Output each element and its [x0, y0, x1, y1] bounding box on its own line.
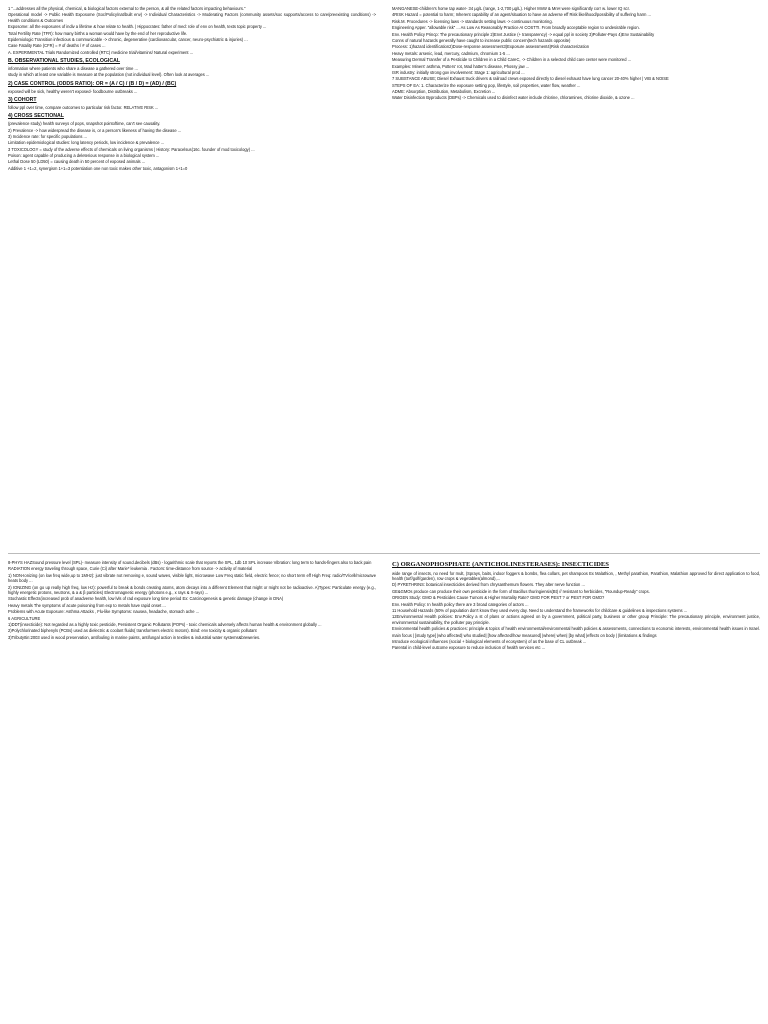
paragraph: Measuring Dermal Transfer of a Pesticide to Children in a Child CareC, -> Children in a selected child care center were monitored ...: [392, 57, 632, 63]
paragraph: RADIATION energy traveling through space, Curie (Ci) after Marie* leukemia . Factors: time-distance from source -> activity of material: [8, 566, 253, 572]
paragraph: Problems with Acute Exposure: Asthma Attacks , Flu-like Symptoms: nausea, headache, stomach ache ...: [8, 609, 200, 615]
document-section: [392, 561, 760, 651]
section-heading: 2) CASE CONTROL (ODDS RATIO): OR = (A / C) / (B / D) = (AD) / (BC): [8, 80, 177, 87]
paragraph: ISR industry: initially strong gov involvement: Stage 1: agricultural prod ...: [392, 69, 525, 75]
paragraph: 3) Incidence rate: for specific populations ...: [8, 133, 87, 139]
paragraph: MANGANESE-children's home tap water- 34 µg/L (range, 1-2,700 µg/L). Higher MnW & MnH were significantly corr w. lower IQ scr.: [392, 6, 630, 11]
paragraph: information where patients who share a disease a gathered over time ...: [8, 65, 138, 71]
paragraph: 1)DDT(insecticide): Not regarded as a highly toxic pesticide, Persistent Organic Pollutants (POPs) - toxic chemicals adversely affects human health & environment globally ...: [8, 621, 322, 627]
section-heading: C) ORGANOPHOSPHATE (ANTICHOLINESTERASES): INSECTICIDES: [392, 561, 609, 568]
section-divider: [8, 553, 760, 554]
paragraph: Environmental health policies & practices: principle & topics of health environmental/environmental health policies & assessments, connections to economic interests, environmental health issues in Israel.: [392, 626, 760, 632]
paragraph: (prevalence study) health surveys of pops, snapshot pointoftime, can't see causality.: [8, 121, 161, 127]
document-section: [8, 113, 376, 171]
paragraph: follow ppl over time, compare outcomes to particular risk factor. RELATIVE RISK ...: [8, 104, 159, 110]
paragraph: Heavy metals The symptoms of acute poisoning from exp to metals have rapid onset ...: [8, 602, 166, 608]
paragraph: study in which at least one variable is measure at the population (not individual level). Often look at averages ...: [8, 72, 210, 78]
paragraph: 1 "...addresses all the physical, chemical, & biological factors external to the person, & all the related factors impacting behaviours.": [8, 6, 246, 11]
paragraph: Epidemiologic Transition infectious & communicable -> chronic, degenerative (cardiovascular, cancer, neuro-psychiatric & injuries) ...: [8, 36, 248, 42]
paragraph: exposed will be sick, healthy weren't exposed- foodbourne outbreaks ...: [8, 88, 138, 94]
paragraph: Lethal Dose 50 (LD50) = causing death in 50 percent of exposed animals ...: [8, 159, 146, 165]
paragraph: Water Disinfection Byproducts (DBPs) -> Chemicals used to disinfect water include chlorine, chloramines, chlorine dioxide, & ozone ...: [392, 95, 635, 101]
paragraph: Examples: Miners' asthma, Potters' rot, Mad hatter's disease, Phossy jaw ...: [392, 63, 530, 69]
paragraph: 1) NON-Ionizing (on low freq wide,up to 1MHz): just vibrate not removing e, sound waves, visible light, microwave Low Freq static field, electric fence; no short term eff High Freq: radio/TV/cell/microwave heats body ...: [8, 572, 376, 584]
paragraph: 7 SUBSTANCE ABUSE; Diesel Exhaust truck drivers & railroad crews exposed directly to diesel exhaust have lung cancer 20-40% higher | VIB & NOISE: [392, 76, 669, 82]
paragraph: Conns of natural hazards generally have caught to increase public concern(tech hazards opposite): [392, 37, 571, 43]
paragraph: 12Environmental Health policies: Env.Policy a st of plans or actions agreed on by a government, political party, business or other group Principle: The precautionary principle, environment justice, environmental sustainability, the polluter pay principle.: [392, 614, 760, 625]
paragraph: Parental in child-level outcome exposure to reduce inclusion of health services etc ...: [392, 645, 546, 651]
paragraph: Additive 1 +1=2, synergism 1+1=3 potentiation one non toxic makes other toxic, antagonism 1+1=0: [8, 165, 188, 171]
paragraph: Process: 1)hazard identification2)Dose-response assessment3)Exposure assessment4)Risk characterization: [392, 44, 590, 50]
column-bottom-right: [392, 560, 760, 1018]
paragraph: GE&GMOs produce can produce their own pesticide in the form of Bacillus thuringiensis(Bt) // resistant to herbicides, "Roundup-Ready" crops.: [392, 588, 650, 594]
document-section: [8, 81, 376, 94]
document-section: [392, 6, 760, 101]
column-top-right: [392, 6, 760, 551]
paragraph: ADME: Absorption, Distribution, Metabolism, Excretion ...: [392, 89, 496, 95]
paragraph: 2) Prevalence -> how widespread the disease is, or a person's likeness of having the disease ...: [8, 127, 182, 133]
paragraph: STEPS OF EA: 1. Characterize the exposure setting pop, lifestyle, soil properties, water flow, weather ...: [392, 82, 581, 88]
document-section: [8, 560, 376, 640]
paragraph: Engineering Apper. "allowable risk" ... As Low As Reasonably Practice AI COSTTI. From broadly acceptable region to undesirable region.: [392, 25, 640, 31]
paragraph: Limitation epidemiological studies: long latency periods, low incidence & prevalence ...: [8, 140, 165, 146]
column-bottom-left: [8, 560, 376, 1018]
paragraph: Operational model -> Public Health Exposome (Soc/Policy/nat/built env) -> Individual Characteristics -> Moderating Factors (community assets/soc supports/access to care/preexisting conditions) -> Health conditions & Outcomes: [8, 12, 376, 23]
section-heading: B. OBSERVATIONAL STUDIES, ECOLOGICAL: [8, 58, 121, 65]
paragraph: 6 AGRICULTURE: [8, 615, 41, 621]
document-section: [8, 6, 376, 55]
paragraph: Risk.M. Procedures -> licensing laws -> standards setting laws -> continuous monitoring.: [392, 18, 553, 24]
paragraph: 2) IONIZING (on go up really high freq, low Hz): powerful to break & bonds creating atoms, atom decays into a different Element that might or might not be radioactive. A)Types: Particulate energy (e.g., highly energetic protons, neutrons, & a & β particles) Electromagnetic energy (photons e.g., x rays & X-rays) ...: [8, 584, 376, 595]
paragraph: 2)Polychlorinated biphenyls (PCBs) used as dielectric & coolant fluids( transformers electric motors). Bind: env toxicity & organic pollutant: [8, 628, 257, 634]
document-section: [8, 58, 376, 78]
paragraph: D) PYRETHRINS: botanical insecticides derived from chrysanthemum flowers. They alter nerve function ...: [392, 582, 585, 588]
paragraph: Env. Health Policy Princp: The precautionary principle 2)Envt Justice (+ transparency) -> equal ppl in society 3)Polluter-Pays 4)Env Sustainability: [392, 31, 655, 37]
paragraph: 8-PHYS HAZSound pressure level (SPL)- measure intensity of sound.decibels (dBs) - logarithmic scale that reports the SPL, 1db 10 SPL increase Vibration: long term to hands-fingers also to back pain: [8, 560, 372, 565]
section-heading: 3) COHORT: [8, 97, 37, 104]
paragraph: Stochastic Effects(increased prob of anadverse health, low lvls of rad exposure long time period Ex: Carcinogenesis & genetic damage (change in DNA): [8, 596, 284, 602]
paragraph: ORIGEN Study: GMO & Pesticides Cause Tumors & Higher Mortality Rate? GMO FOR PEST ? or PEST FOR GMO?: [392, 595, 605, 601]
paragraph: 11 Household Hazards (50% of population don't know they used every day. Need to understand the frameworks for childcare & guidelines & inspections systems ...: [392, 608, 688, 614]
paragraph: main focus | [study type] |who affected| who studied| [how affected/how measured] |where| when| [by what] |effects on body | |limitations & findings: [392, 632, 657, 638]
paragraph: Total Fertility Rate (TFR): how many births a woman would have by the end of her reproductive life.: [8, 30, 188, 36]
column-top-left: [8, 6, 376, 551]
section-heading: 4) CROSS SECTIONAL: [8, 113, 64, 120]
document-section: [8, 97, 376, 110]
paragraph: Exposome: all the exposures of indiv a lifetime & how relate to health. | Hippocrates: father of med: role of env on health, texts topic property ...: [8, 24, 267, 30]
paragraph: wide range of insects, no need for mult, (Sprays, baits, indoor foggers & bombs, flea collars, pet shampoos Ex Malathion, , Methyl parathion, Parathion, Malathion approved for direct application to food, health (turf/golf/garden), row crops & vegetables(almond),...: [392, 570, 760, 582]
paragraph: Introduce ecological influences (social + biological elements of ecosystem) of as the base of CL outbreak ...: [392, 639, 587, 644]
paragraph: 3 TOXICOLOGY = study of the adverse effects of chemicals on living organisms | History: Paracelsus(16c. founder of mod toxicology) ...: [8, 146, 255, 152]
paragraph: 3)TributyItin:2003 used in wood preservation, antifouling in marine paints, antifungal action in textiles & industrial water systems&breweries.: [8, 634, 261, 640]
paragraph: Heavy metals: arsenic, lead, mercury, cadmium, chromium 1-5 ...: [392, 50, 510, 56]
paragraph: Case Fatality Rate (CFR) = # of deaths / # of cases ...: [8, 43, 106, 49]
paragraph: A. EXPERIMENTAL Trials Randomized controlled (RTC) medicine trial/vitamins/ Natural experiment ...: [8, 49, 194, 55]
paragraph: Env. Health Policy: In health policy there are 3 broad categories of actors ...: [392, 601, 529, 607]
paragraph: Poison: agent capable of producing a deleterious response in a biological system ...: [8, 153, 160, 159]
paragraph: 4RISK Hazard = potential to harm; Inherent capability of an agent/situation to have an adverse eff Risk likelihood/possibility of suffering harm ...: [392, 12, 651, 18]
